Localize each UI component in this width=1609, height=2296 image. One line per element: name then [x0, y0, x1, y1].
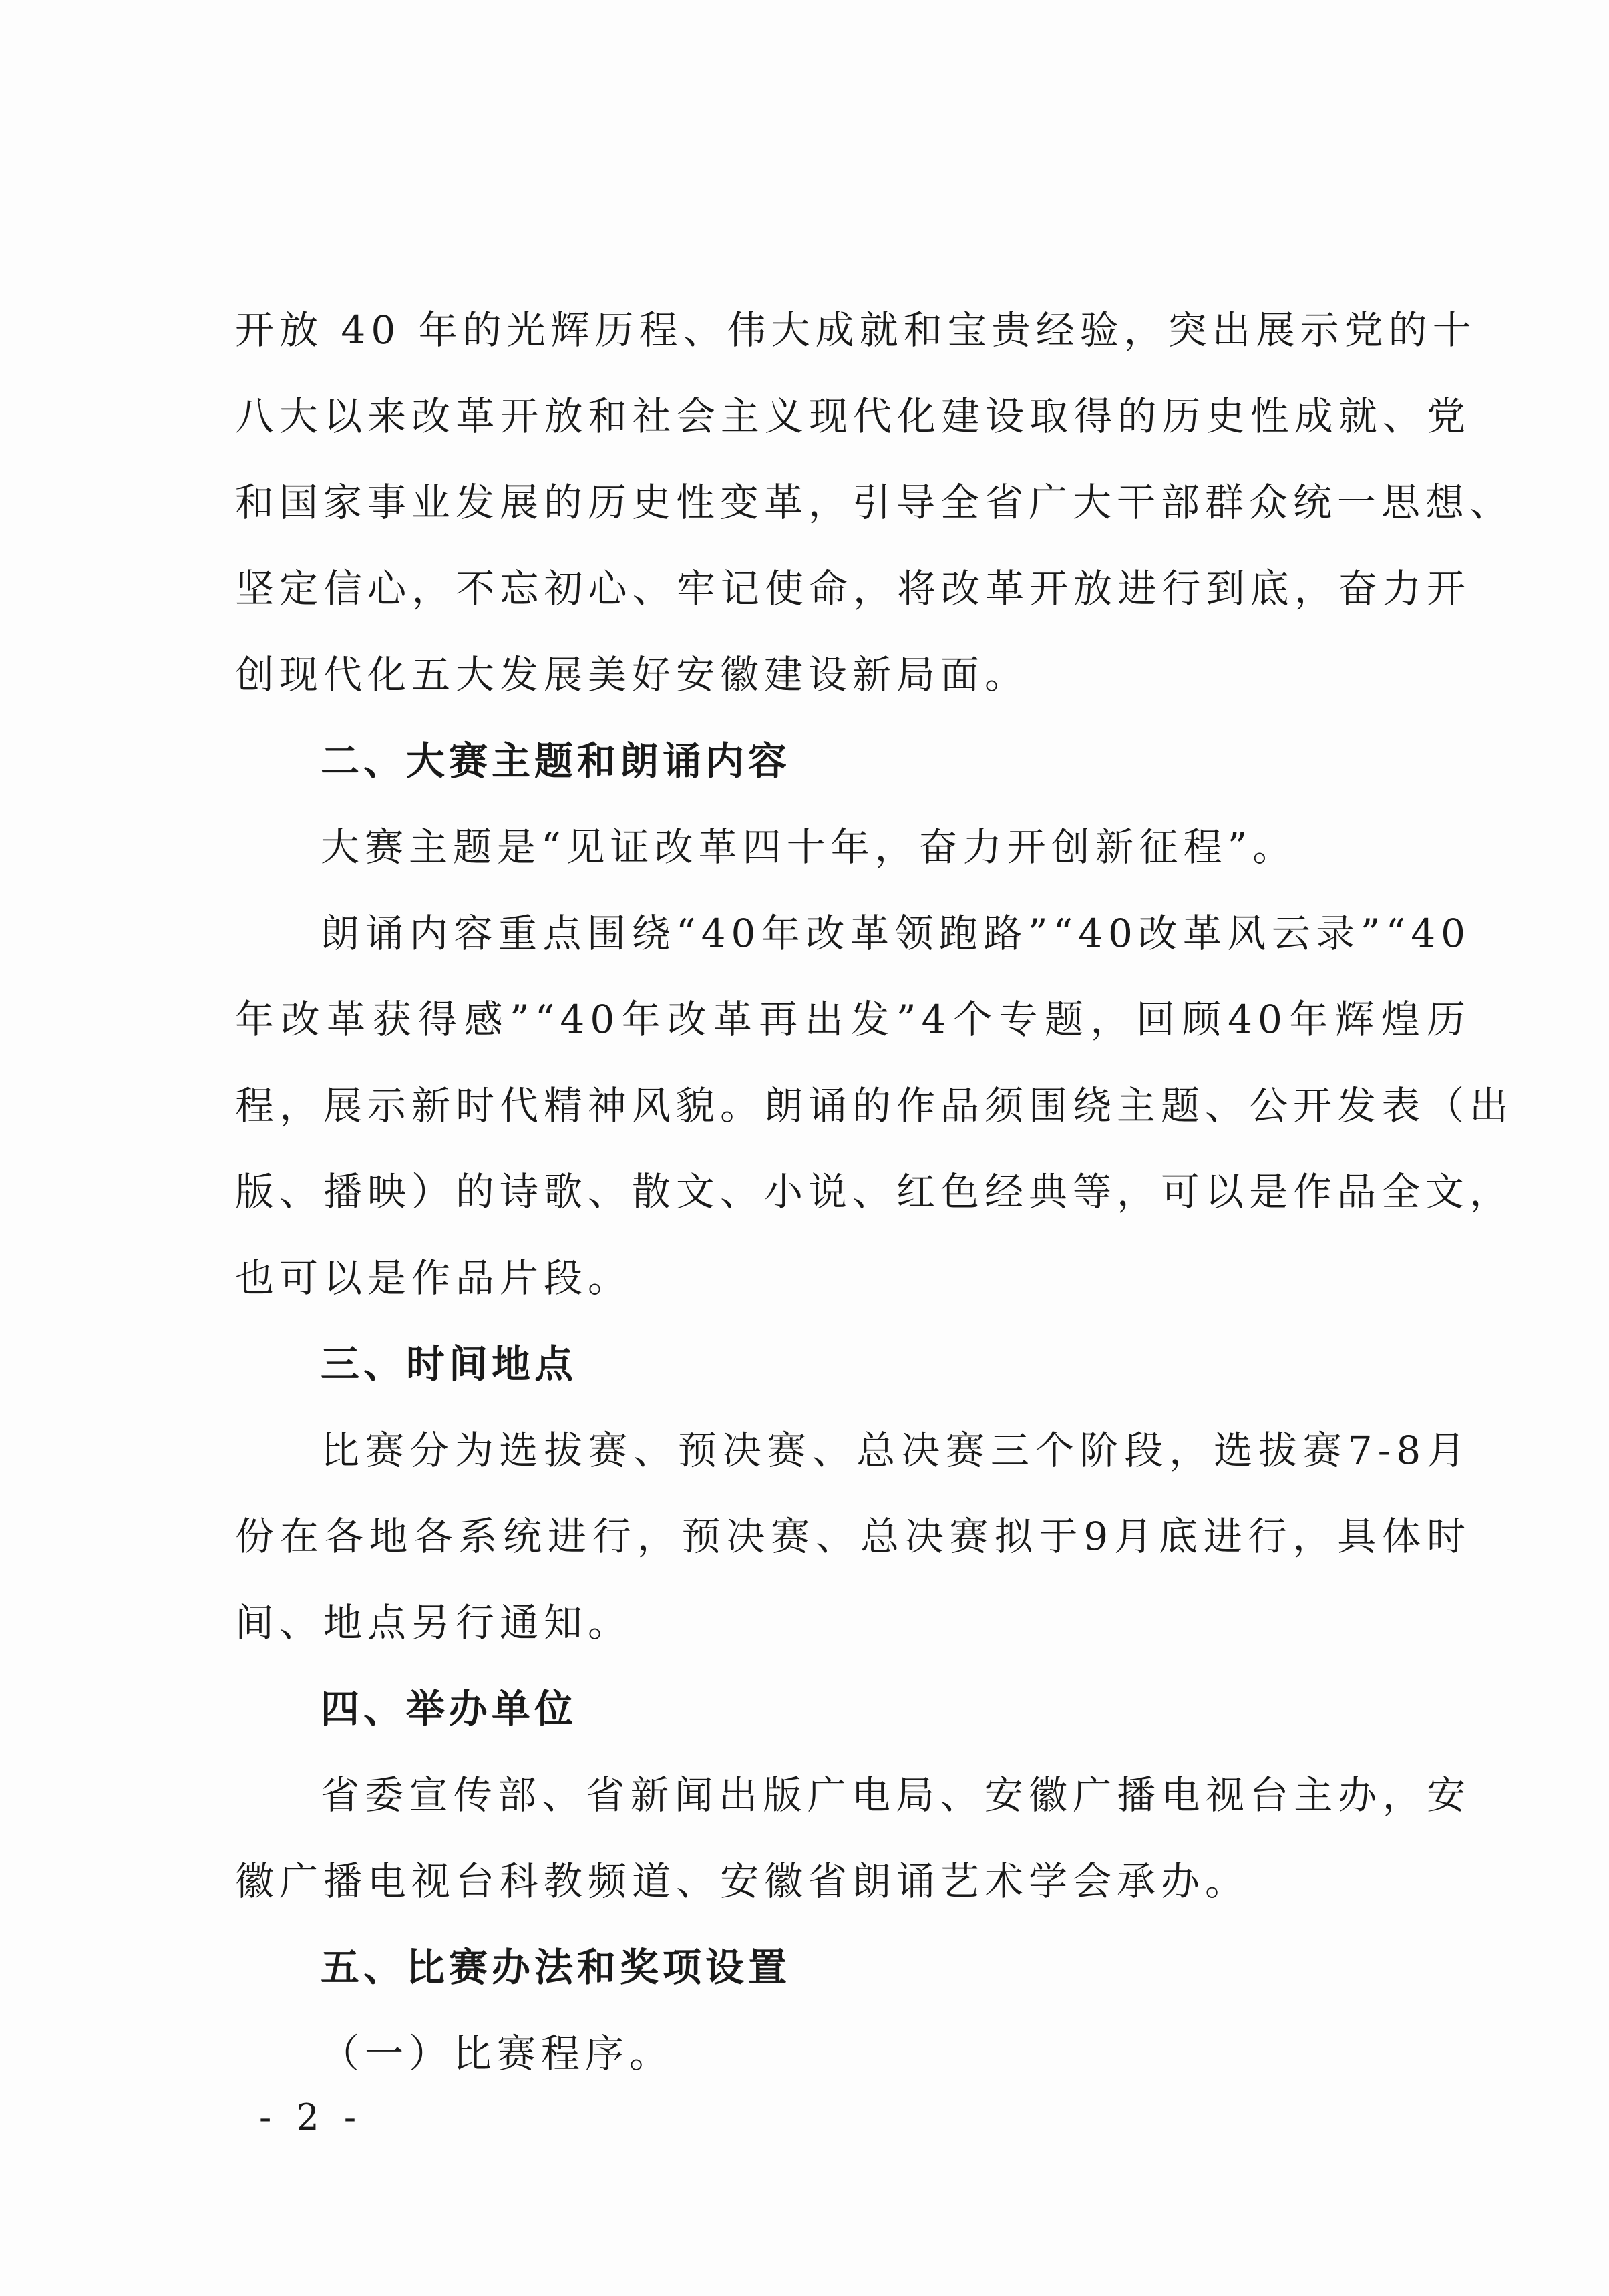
body-line: 徽广播电视台科教频道、安徽省朗诵艺术学会承办。 — [235, 1858, 1250, 1904]
body-line: （一）比赛程序。 — [321, 2031, 674, 2076]
body-line: 间、地点另行通知。 — [235, 1600, 633, 1645]
body-line: 朗诵内容重点围绕“40年改革领跑路”“40改革风云录”“40 — [321, 911, 1471, 956]
body-line: 省委宣传部、省新闻出版广电局、安徽广播电视台主办，安 — [321, 1772, 1471, 1818]
body-line: 八大以来改革开放和社会主义现代化建设取得的历史性成就、党 — [235, 393, 1471, 439]
body-line: 程，展示新时代精神风貌。朗诵的作品须围绕主题、公开发表（出 — [235, 1083, 1514, 1128]
section-heading: 三、时间地点 — [321, 1341, 578, 1387]
section-heading: 四、举办单位 — [321, 1686, 578, 1732]
page-number: - 2 - — [259, 2096, 363, 2138]
body-line: 年改革获得感”“40年改革再出发”4个专题，回顾40年辉煌历 — [235, 997, 1471, 1042]
body-line: 创现代化五大发展美好安徽建设新局面。 — [235, 652, 1029, 697]
body-line: 坚定信心，不忘初心、牢记使命，将改革开放进行到底，奋力开 — [235, 566, 1471, 611]
body-line: 大赛主题是“见证改革四十年，奋力开创新征程”。 — [321, 824, 1297, 870]
body-line: 份在各地各系统进行，预决赛、总决赛拟于9月底进行，具体时 — [235, 1514, 1471, 1559]
section-heading: 二、大赛主题和朗诵内容 — [321, 738, 791, 784]
body-line: 开放 40 年的光辉历程、伟大成就和宝贵经验，突出展示党的十 — [235, 307, 1477, 353]
section-heading: 五、比赛办法和奖项设置 — [321, 1945, 791, 1990]
body-line: 和国家事业发展的历史性变革，引导全省广大干部群众统一思想、 — [235, 480, 1514, 525]
body-line: 版、播映）的诗歌、散文、小说、红色经典等，可以是作品全文， — [235, 1169, 1514, 1214]
body-line: 也可以是作品片段。 — [235, 1255, 633, 1301]
body-line: 比赛分为选拔赛、预决赛、总决赛三个阶段，选拔赛7-8月 — [321, 1428, 1471, 1473]
document-body — [235, 287, 1514, 2097]
